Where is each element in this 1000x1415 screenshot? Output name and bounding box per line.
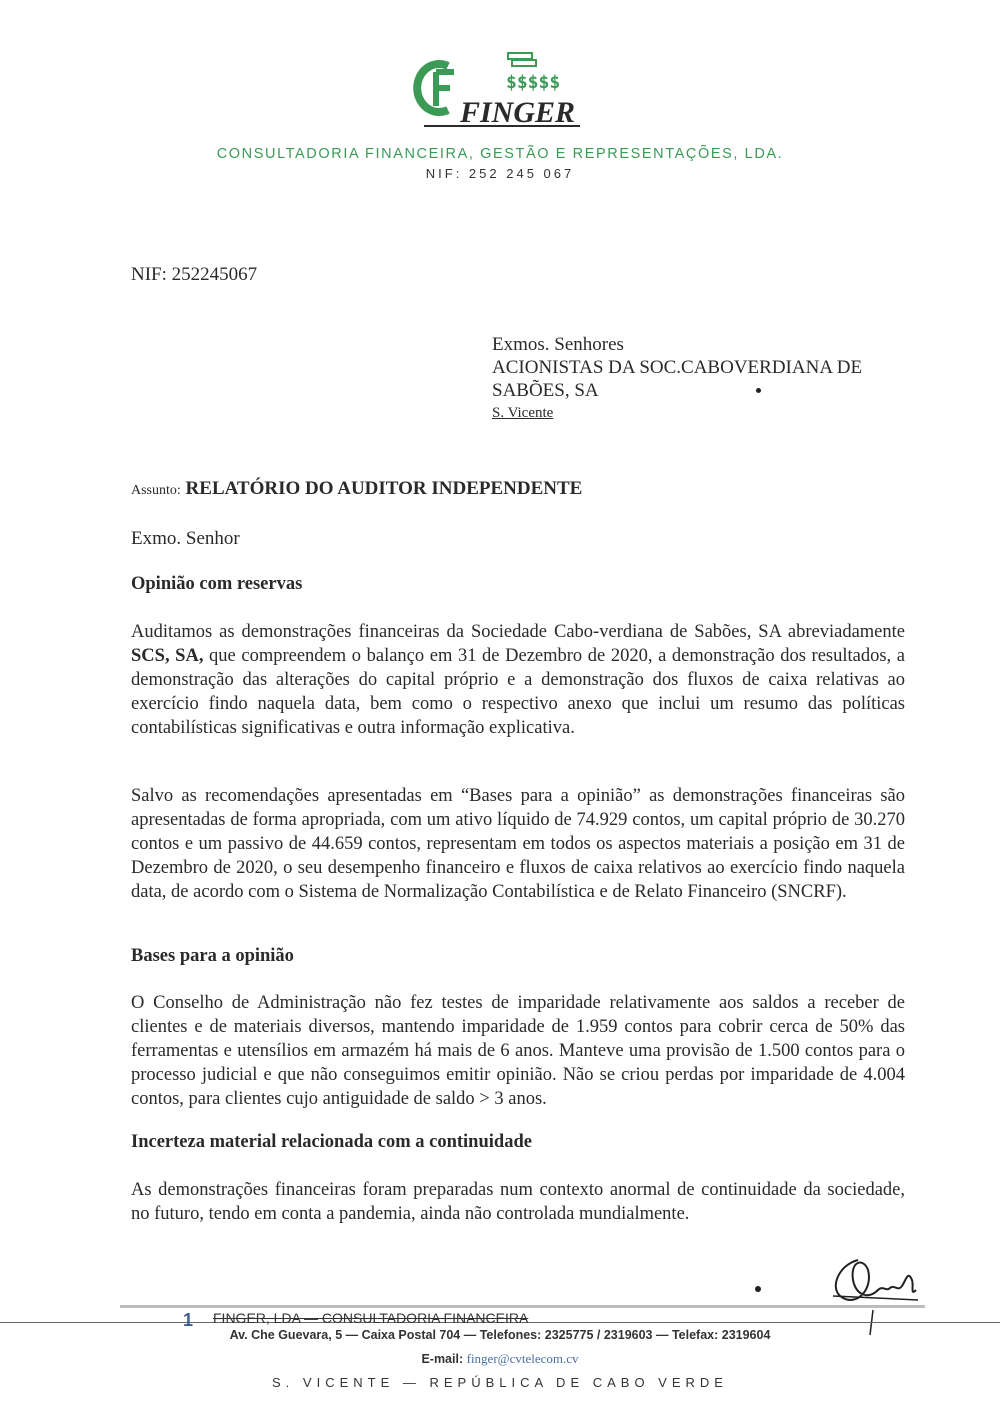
company-name: CONSULTADORIA FINANCEIRA, GESTÃO E REPRESENTAÇÕES, LDA.: [216, 146, 784, 162]
subject-text: RELATÓRIO DO AUDITOR INDEPENDENTE: [185, 478, 583, 499]
footer-company: FINGER, LDA — CONSULTADORIA FINANCEIRA: [213, 1310, 529, 1326]
page-number: 1: [183, 1310, 194, 1330]
greeting: Exmo. Senhor: [131, 528, 240, 549]
footer-email: [0, 1351, 1000, 1367]
paragraph-text: Auditamos as demonstrações financeiras da Sociedade Cabo-verdiana de Sabões, SA abreviadamente: [131, 622, 905, 642]
recipient-address: [492, 333, 862, 425]
email-label: E-mail:: [421, 1352, 464, 1366]
money-icon: [508, 53, 536, 66]
brand-symbols: $$$$$: [506, 72, 561, 93]
heading-continuity: Incerteza material relacionada com a continuidade: [131, 1132, 532, 1152]
email-link[interactable]: finger@cvtelecom.cv: [466, 1351, 579, 1366]
heading-opinion: Opinião com reservas: [131, 574, 303, 594]
recipient-line-3: SABÕES, SA: [492, 380, 599, 401]
signature: [828, 1240, 923, 1340]
recipient-line-1: Exmos. Senhores: [492, 334, 624, 355]
subject-label: Assunto:: [131, 483, 181, 498]
heading-basis: Bases para a opinião: [131, 946, 294, 966]
recipient-city: S. Vicente: [492, 405, 554, 421]
paragraph-opinion-2: Salvo as recomendações apresentadas em “Bases para a opinião” as demonstrações financeiras são apresentadas de forma apropriada, com um ativo líquido de 74.929 contos, um capital próprio de 30.270 contos e um passivo de 44.659 contos, representam em todos os aspectos materiais a posição em 31 de Dezembro de 2020, o seu desempenho financeiro e fluxos de caixa relativos ao exercício findo naquela data, de acordo com o Sistema de Normalização Contabilística e de Relato Financeiro (SNCRF).: [131, 786, 905, 902]
scan-mark: [756, 388, 761, 393]
footer-top-rule: [120, 1305, 925, 1308]
company-abbrev: SCS, SA,: [131, 646, 204, 666]
nif-line: NIF: 252245067: [131, 264, 258, 285]
footer-city-country: S. VICENTE — REPÚBLICA DE CABO VERDE: [272, 1375, 728, 1390]
scan-mark: [755, 1286, 761, 1292]
footer-address: Av. Che Guevara, 5 — Caixa Postal 704 — Telefones: 2325775 / 2319603 — Telefax: 2319604: [229, 1328, 771, 1342]
paragraph-basis: O Conselho de Administração não fez testes de imparidade relativamente aos saldos a receber de clientes e de materiais diversos, mantendo imparidade de 1.959 contos para cobrir cerca de 50% das ferramentas e utensílios em armazém há mais de 6 anos. Manteve uma provisão de 1.500 contos para o processo judicial e que não conseguimos emitir opinião. Não se criou perdas por imparidade de 4.004 contos, para clientes cujo antiguidade de saldo > 3 anos.: [131, 993, 905, 1109]
paragraph-text: que compreendem o balanço em 31 de Dezembro de 2020, a demonstração dos resultados, a demonstração das alterações do capital próprio e a demonstração dos fluxos de caixa relativas ao exercício findo naquela data, bem como o respectivo anexo que inclui um resumo das políticas contabilísticas significativas e outra informação explicativa.: [131, 646, 905, 738]
brand-name: FINGER: [460, 96, 576, 129]
paragraph-opinion-1: [131, 620, 905, 740]
recipient-line-2: ACIONISTAS DA SOC.CABOVERDIANA DE: [492, 357, 863, 378]
finger-logo: [410, 50, 590, 130]
subject: [131, 478, 582, 500]
header-nif: NIF: 252 245 067: [425, 166, 575, 181]
paragraph-continuity: As demonstrações financeiras foram preparadas num contexto anormal de continuidade da sociedade, no futuro, tendo em conta a pandemia, ainda não controlada mundialmente.: [131, 1180, 905, 1224]
